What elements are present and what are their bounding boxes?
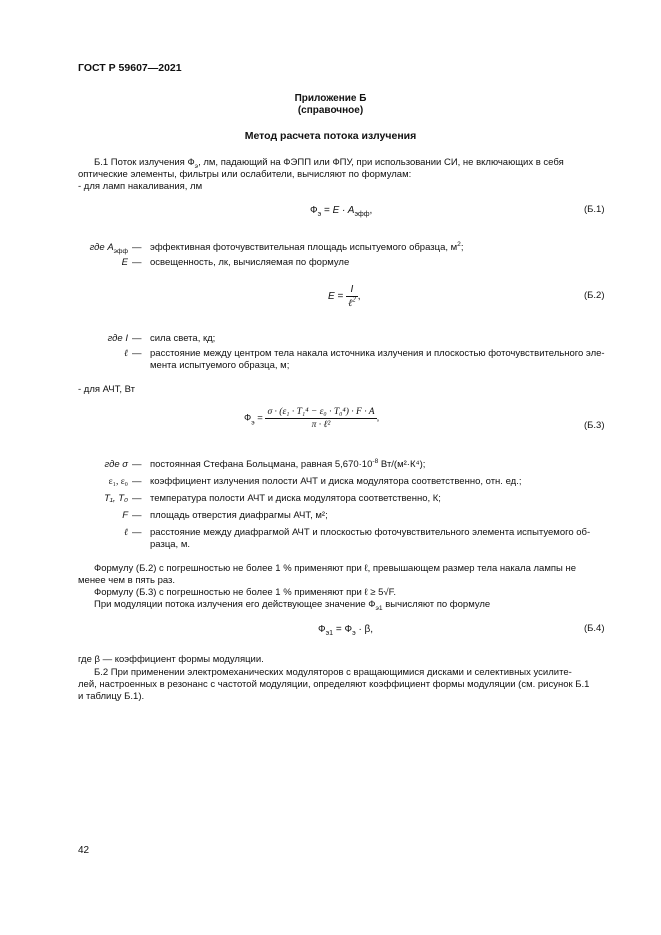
def-term: ε₁, ε₀ (108, 477, 128, 487)
eq-tail: , (376, 412, 380, 424)
eq-equals: = (337, 291, 344, 302)
paragraph-line (94, 157, 614, 169)
section-title: Метод расчета потока излучения (244, 130, 417, 142)
def-desc (150, 459, 425, 471)
def-dash: — (132, 527, 142, 538)
page-number: 42 (78, 845, 90, 856)
eq-rhs-tail: · β, (355, 624, 374, 635)
eq-equals: = (323, 205, 330, 216)
eq-fraction (346, 283, 358, 310)
paragraph-line (94, 599, 490, 611)
def-dash: — (132, 476, 142, 487)
paragraph-line: - для АЧТ, Вт (78, 384, 135, 395)
eq-lhs: Ф (244, 412, 252, 424)
def-desc: коэффициент излучения полости АЧТ и диска модулятора соответственно, отн. ед.; (150, 476, 522, 487)
def-desc-cont: разца, м. (150, 539, 190, 550)
text: вычисляют по формуле (382, 599, 491, 610)
def-desc: освещенность, лк, вычисляемая по формуле (150, 257, 350, 268)
term-sub: эфф (113, 247, 128, 255)
eq-lhs: Ф (318, 624, 326, 635)
desc-text: постоянная Стефана Больцмана, равная 5,670·10 (150, 459, 373, 470)
paragraph-line: и таблицу Б.1). (78, 691, 145, 702)
def-term (70, 242, 128, 254)
text: При модуляции потока излучения его действующее значение Ф (94, 599, 376, 610)
subscript: э1 (375, 604, 383, 612)
eq-tail: , (357, 291, 361, 302)
desc-text: эффективная фоточувствительная площадь испытуемого образца, м (150, 242, 458, 253)
equation-number: (Б.3) (584, 420, 605, 431)
paragraph-line: Формулу (Б.2) с погрешностью не более 1 % применяют при ℓ, превышающем размер тела накала лампы не (94, 563, 577, 574)
eq-tail: , (369, 205, 373, 216)
def-dash: — (132, 459, 142, 470)
eq-rhs-sub: эфф (354, 211, 370, 218)
def-dash: — (132, 242, 142, 253)
paragraph-line: Формулу (Б.3) с погрешностью не более 1 % применяют при ℓ ≥ 5√F. (94, 587, 396, 598)
def-term: ℓ (124, 349, 128, 359)
eq-rhs: = Ф (335, 624, 353, 635)
def-desc: сила света, кд; (150, 333, 216, 344)
eq-lhs-sub: э1 (325, 630, 334, 637)
desc-tail: ; (460, 242, 464, 253)
def-desc: расстояние между диафрагмой АЧТ и плоскостью фоточувствительного элемента испытуемого об- (150, 527, 591, 538)
def-desc: расстояние между центром тела накала источника излучения и плоскостью фоточувствительного эле- (150, 348, 605, 359)
def-desc (150, 242, 464, 254)
paragraph-line: где β — коэффициент формы модуляции. (78, 654, 264, 665)
standard-header: ГОСТ Р 59607—2021 (78, 62, 182, 74)
def-dash: — (132, 510, 142, 521)
paragraph-line: - для ламп накаливания, лм (78, 181, 203, 192)
equation-b3 (244, 406, 379, 432)
subscript: э (194, 162, 199, 170)
den-sup: 2 (352, 295, 356, 304)
eq-rhs: E · A (332, 205, 355, 216)
paragraph-line: менее чем в пять раз. (78, 575, 176, 586)
paragraph-line: Б.2 При применении электромеханических модуляторов с вращающимися дисками и селективных усилите- (94, 667, 572, 678)
desc-tail: Вт/(м²·К⁴); (378, 459, 426, 470)
def-dash: — (132, 493, 142, 504)
def-dash: — (132, 333, 142, 344)
equation-number: (Б.2) (584, 290, 605, 301)
eq-rhs-sub: э (352, 630, 356, 637)
eq-den: π · ℓ² (311, 420, 331, 431)
eq-lhs: Ф (310, 205, 318, 216)
def-desc: площадь отверстия диафрагмы АЧТ, м²; (150, 510, 328, 521)
def-term: ℓ (124, 528, 128, 538)
equation-number: (Б.1) (584, 204, 605, 215)
desc-sup: -8 (372, 457, 379, 465)
def-term: T₁, T₀ (104, 493, 128, 504)
equation-b1 (310, 204, 372, 217)
def-term: E (121, 257, 128, 268)
eq-equals: = (257, 412, 263, 424)
term-text: где A (89, 242, 114, 253)
text: Б.1 Поток излучения Ф (94, 157, 195, 168)
den-text: ℓ (348, 298, 353, 309)
eq-fraction (265, 406, 376, 432)
text: , лм, падающий на ФЭПП или ФПУ, при использовании СИ, не включающих в себя (198, 157, 564, 168)
equation-b4 (318, 623, 373, 636)
def-term: F (122, 510, 128, 521)
eq-lhs-sub: э (251, 419, 255, 427)
eq-num: I (346, 283, 358, 297)
def-term: где σ (104, 459, 128, 470)
equation-b2 (328, 283, 361, 310)
appendix-title: Приложение Б (294, 93, 367, 104)
def-dash: — (132, 257, 142, 268)
paragraph-line: оптические элементы, фильтры или ослабители, вычисляют по формулам: (78, 169, 412, 180)
paragraph-line: лей, настроенных в резонанс с частотой модуляции, определяют коэффициент формы модуляции (см. рисунок Б.1 (78, 679, 590, 690)
eq-den (346, 297, 358, 310)
def-term: где I (107, 333, 128, 344)
eq-lhs: E (328, 291, 335, 302)
def-desc: температура полости АЧТ и диска модулятора соответственно, К; (150, 493, 441, 504)
def-desc-cont: мента испытуемого образца, м; (150, 360, 290, 371)
def-dash: — (132, 348, 142, 359)
eq-num: σ · (ε₁ · T₁⁴ − ε₀ · T₀⁴) · F · A (265, 406, 376, 419)
eq-lhs-sub: э (317, 211, 322, 218)
appendix-subtitle: (справочное) (297, 105, 364, 116)
equation-number: (Б.4) (584, 623, 605, 634)
desc-sup: 2 (457, 240, 461, 248)
